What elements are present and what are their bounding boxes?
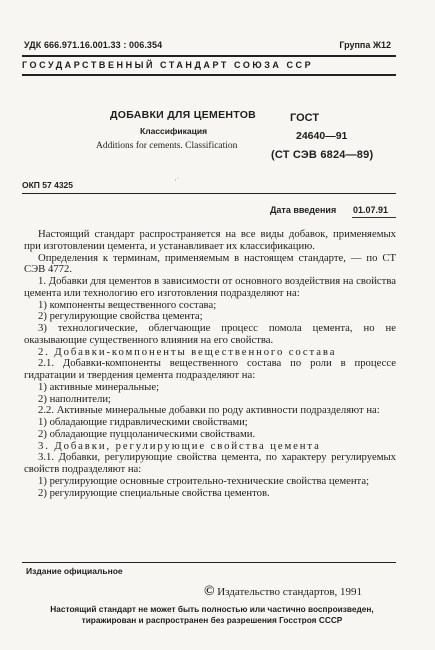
effective-date-label: Дата введения xyxy=(270,205,337,215)
document-title: ДОБАВКИ ДЛЯ ЦЕМЕНТОВ xyxy=(110,109,257,121)
section-heading-3: 3. Добавки, регулирующие свойства цемента xyxy=(38,439,321,452)
list-item: 3) технологические, облегчающие процесс помола цемента, но не оказывающие существенного влияния на его свойства. xyxy=(24,322,396,346)
clause-3-1: 3.1. Добавки, регулирующие свойства цемента, по характеру регулируемых свойств подразделяют на: xyxy=(24,451,396,475)
sev-reference: (СТ СЭВ 6824—89) xyxy=(271,149,374,161)
scan-mark: ·˙ xyxy=(174,176,180,185)
header-top-rule xyxy=(22,55,396,57)
list-item: 1) компоненты вещественного состава; xyxy=(38,298,217,311)
list-item: 2) регулирующие специальные свойства цементов. xyxy=(38,486,270,499)
okp-rule xyxy=(22,193,396,194)
clause-1: 1. Добавки для цементов в зависимости от основного воздействия на свойства цемента или технологию его изготовления подразделяют на: xyxy=(24,275,396,299)
clause-2-1: 2.1. Добавки-компоненты вещественного состава по роли в процессе гидратации и твердения цемента подразделяют на: xyxy=(24,357,396,381)
effective-date-underline xyxy=(352,217,396,218)
gost-number: 24640—91 xyxy=(296,130,348,142)
copyright-icon: © xyxy=(204,584,215,599)
copyright-text: Издательство стандартов, 1991 xyxy=(217,586,363,598)
gost-label: ГОСТ xyxy=(290,112,320,124)
section-heading-2: 2. Добавки-компоненты вещественного состава xyxy=(38,345,337,358)
standard-body xyxy=(24,229,396,499)
english-title: Additions for cements. Classification xyxy=(96,141,238,151)
paragraph-scope: Настоящий стандарт распространяется на все виды добавок, применяемых при изготовлении цемента, и устанавливает их классификацию. xyxy=(24,228,396,252)
group-code: Группа Ж12 xyxy=(339,40,391,50)
okp-code: ОКП 57 4325 xyxy=(22,180,73,190)
state-standard-title: ГОСУДАРСТВЕННЫЙ СТАНДАРТ СОЮЗА ССР xyxy=(22,60,314,70)
udk-code: УДК 666.971.16.001.33 : 006.354 xyxy=(24,40,163,50)
list-item: 2) наполнители; xyxy=(38,392,112,405)
list-item: 2) регулирующие свойства цемента; xyxy=(38,310,203,323)
reproduction-notice xyxy=(22,604,402,626)
official-edition-label: Издание официальное xyxy=(26,566,123,576)
header-bottom-rule xyxy=(22,74,396,76)
list-item: 1) обладающие гидравлическими свойствами; xyxy=(38,416,248,428)
copyright-line xyxy=(204,584,362,600)
notice-line-2: тиражирован и распространен без разрешения Госстроя СССР xyxy=(81,615,343,625)
paragraph-definitions: Определения к терминам, применяемым в настоящем стандарте, — по СТ СЭВ 4772. xyxy=(24,251,396,276)
list-item: 1) регулирующие основные строительно-технические свойства цемента; xyxy=(38,474,370,487)
effective-date-value: 01.07.91 xyxy=(353,205,389,215)
document-subtitle: Классификация xyxy=(140,126,208,136)
list-item: 2) обладающие пуццоланическими свойствами. xyxy=(38,427,256,440)
list-item: 1) активные минеральные; xyxy=(38,380,160,393)
notice-line-1: Настоящий стандарт не может быть полностью или частично воспроизведен, xyxy=(50,604,374,614)
footer-rule xyxy=(22,562,396,563)
clause-2-2: 2.2. Активные минеральные добавки по роду активности подразделяют на: xyxy=(38,404,380,417)
